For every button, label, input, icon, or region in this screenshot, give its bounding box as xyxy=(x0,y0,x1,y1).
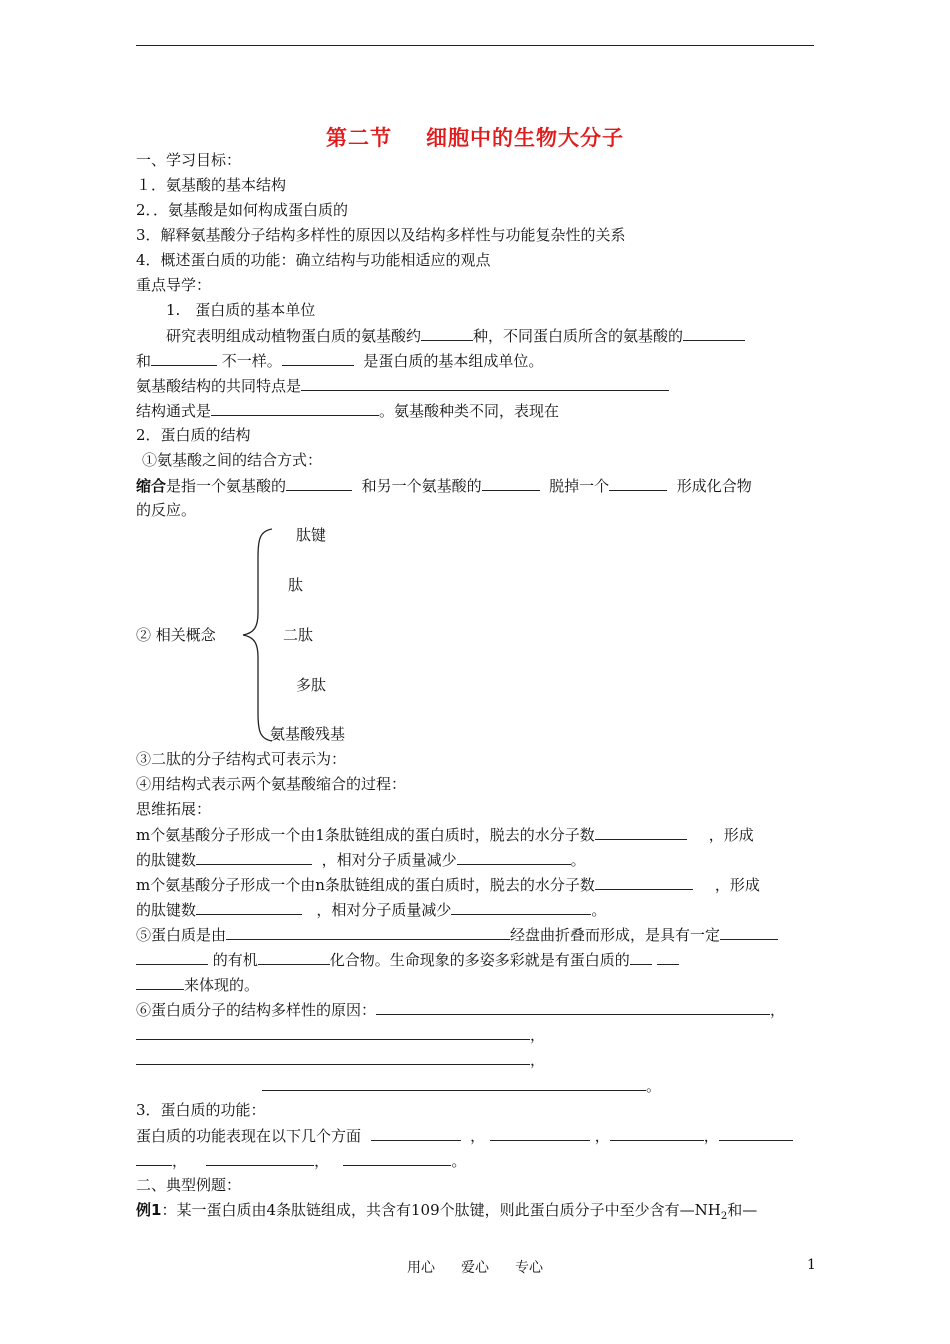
footer-text: 专心 xyxy=(515,1260,543,1276)
section-3-title: 3．蛋白质的功能： xyxy=(136,1101,266,1119)
section-1-paragraph-3: 氨基酸结构的共同特点是 xyxy=(136,375,669,396)
concept-item: 肽 xyxy=(288,576,304,594)
page-title: 第二节 细胞中的生物大分子 xyxy=(326,126,624,150)
concept-item: 肽键 xyxy=(296,526,327,544)
section-3-paragraph: 蛋白质的功能表现在以下几个方面 ， ， ， xyxy=(136,1125,793,1146)
page-number: 1 xyxy=(807,1257,816,1273)
section-2-item-4: ④用结构式表示两个氨基酸缩合的过程： xyxy=(136,775,407,793)
section-1-title: 1. 蛋白质的基本单位 xyxy=(166,301,316,319)
objective-item: 4．概述蛋白质的功能：确立结构与功能相适应的观点 xyxy=(136,251,491,269)
thinking-question-1: m个氨基酸分子形成一个由1条肽链组成的蛋白质时，脱去的水分子数 ，形成 xyxy=(136,826,754,844)
footer-text: 爱心 xyxy=(461,1260,489,1276)
condensation-definition: 缩合是指一个氨基酸的 和另一个氨基酸的 脱掉一个 形成化合物 xyxy=(136,477,752,495)
blank-line: 。 xyxy=(262,1075,661,1096)
thinking-extension-heading: 思维拓展： xyxy=(136,800,212,818)
footer-text: 用心 xyxy=(407,1260,435,1276)
thinking-question-2-cont: 的肽键数 ，相对分子质量减少 。 xyxy=(136,901,607,919)
section-2-item-1: ①氨基酸之间的结合方式： xyxy=(142,451,323,469)
example-1: 例1：某一蛋白质由4条肽链组成，共含有109个肽键，则此蛋白质分子中至少含有$—NH_2$和— xyxy=(136,1201,758,1222)
section-2-item-5-end: 来体现的。 xyxy=(136,974,259,995)
related-concepts-label: ② 相关概念 xyxy=(136,626,216,644)
thinking-question-1-cont: 的肽键数 ，相对分子质量减少 。 xyxy=(136,851,586,869)
section-1-paragraph-4: 结构通式是 。氨基酸种类不同，表现在 xyxy=(136,402,560,420)
section-2-item-6: ⑥蛋白质分子的结构多样性的原因： ， xyxy=(136,1001,786,1019)
objective-item: 3．解释氨基酸分子结构多样性的原因以及结构多样性与功能复杂性的关系 xyxy=(136,226,626,244)
header-rule xyxy=(136,45,814,46)
thinking-question-2: m个氨基酸分子形成一个由n条肽链组成的蛋白质时，脱去的水分子数 ，形成 xyxy=(136,876,760,894)
section-2-item-5: ⑤蛋白质是由 经盘曲折叠而形成，是具有一定 xyxy=(136,924,778,945)
concept-item: 氨基酸残基 xyxy=(270,725,346,743)
objectives-heading: 一、学习目标： xyxy=(136,151,242,169)
section-2-item-5-cont: 的有机 化合物。生命现象的多姿多彩就是有蛋白质的 xyxy=(136,949,679,970)
concept-item: 二肽 xyxy=(283,626,314,644)
curly-brace-icon xyxy=(240,527,276,743)
section-3-paragraph-cont: ， ， 。 xyxy=(136,1150,466,1171)
section-2-item-3: ③二肽的分子结构式可表示为： xyxy=(136,750,347,768)
objective-item: 2．．氨基酸是如何构成蛋白质的 xyxy=(136,201,349,219)
section-1-paragraph-2: 和 不一样。 是蛋白质的基本组成单位。 xyxy=(136,352,544,370)
section-1-paragraph-1: 研究表明组成动植物蛋白质的氨基酸约 种，不同蛋白质所含的氨基酸的 xyxy=(166,325,745,346)
concept-item: 多肽 xyxy=(296,676,327,694)
examples-heading: 二、典型例题： xyxy=(136,1176,242,1194)
condensation-definition-end: 的反应。 xyxy=(136,501,197,519)
blank-line: ， xyxy=(136,1049,545,1070)
blank-line: ， xyxy=(136,1024,545,1045)
section-2-title: 2．蛋白质的结构 xyxy=(136,426,251,444)
objective-item: １．氨基酸的基本结构 xyxy=(136,176,287,194)
guide-heading: 重点导学： xyxy=(136,276,212,294)
